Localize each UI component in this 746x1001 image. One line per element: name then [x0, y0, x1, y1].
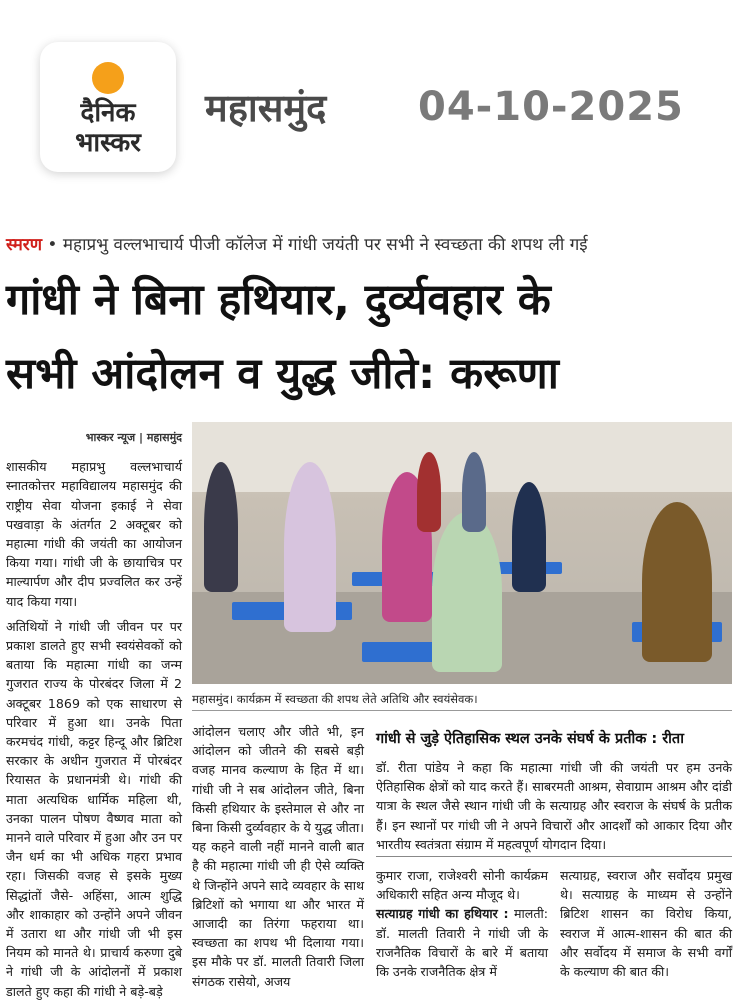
photo-person: [432, 512, 502, 672]
divider: [376, 856, 732, 857]
paragraph-attendees: कुमार राजा, राजेश्वरी सोनी कार्यक्रम अधिकारी सहित अन्य मौजूद थे।: [376, 868, 548, 903]
photo-caption: महासमुंद। कार्यक्रम में स्वच्छता की शपथ लेते अतिथि और स्वयंसेवक।: [192, 690, 732, 711]
photo-person: [204, 462, 238, 592]
kicker-separator: •: [42, 235, 63, 255]
article-column-2: [192, 722, 364, 991]
kicker-label: स्मरण: [6, 235, 43, 255]
subhead-rita: गांधी से जुड़े ऐतिहासिक स्थल उनके संघर्ष के प्रतीक : रीता: [376, 731, 684, 747]
paragraph-birth: अतिथियों ने गांधी जी जीवन पर पर प्रकाश डालते हुए सभी स्वयंसेवकों को बताया कि महात्मा गांधी का जन्म गुजरात राज्य के पोरबंदर जिला में 2 अक्टूबर 1869 को एक साधारण से परिवार में हुआ था। उनके पिता करमचंद गांधी, कट्टर हिन्दू और ब्रिटिश सरकार के अधीन गुजरात में पोरबंदर रियासत के प्रधानमंत्री थे। गांधी की माता अत्यधिक धार्मिक महिला थी, उनका पालन पोषण वैष्णव माता को मानने वाले परिवार में हुआ और उन पर जैन धर्म का भी अधिक गहरा प्रभाव रहा। जिसकी वजह से इसके मुख्य सिद्धांतों जैसे- अहिंसा, आत्म शुद्धि और शाकाहार को उन्होंने अपने जीवन में उतारा था और गांधी जी भी इस नियम को मानते थे। प्राचार्य करुणा दुबे ने गांधी जी के आंदोलनों में प्रकाश डालते हुए कहा की गांधी ने बड़े-बड़े: [6, 618, 182, 999]
article-column-4: [560, 866, 732, 981]
paragraph-movements: आंदोलन चलाए और जीते भी, इन आंदोलन को जीतने की सबसे बड़ी वजह मानव कल्याण के हित में था। गांधी जी ने सब आंदोलन जीते, बिना किसी हथियार के इस्तेमाल से और ना बिना किसी दुर्व्यवहार के ये युद्ध जीता। यह कहने वाली नहीं मानने वाली बात है की महात्मा गांधी जी ही ऐसे व्यक्ति थे जिन्होंने अपने सादे व्यवहार के साथ ब्रिटिशों को भगाया था और भारत में आजादी का तिरंगा फहराया था। स्वच्छता का शपथ भी दिलाया गया। इस मौके पर डॉ. मालती तिवारी जिला संगठक रासेयो, अजय: [192, 724, 364, 989]
paragraph-rita: डॉ. रीता पांडेय ने कहा कि महात्मा गांधी जी की जयंती पर हम उनके ऐतिहासिक क्षेत्रों को याद करते हैं। साबरमती आश्रम, सेवाग्राम आश्रम और दांडी यात्रा के स्थल जैसे स्थान गांधी जी के सत्याग्रह और स्वराज के संघर्ष के प्रतीक हैं। इन स्थानों पर गांधी जी ने अपने विचारों और आदर्शों को आकार दिया और भारतीय स्वतंत्रता संग्राम में महत्वपूर्ण योगदान दिया।: [376, 760, 732, 852]
kicker-text: महाप्रभु वल्लभाचार्य पीजी कॉलेज में गांधी जयंती पर सभी ने स्वच्छता की शपथ ली गई: [62, 235, 588, 255]
news-photo: [192, 422, 732, 684]
logo-text-line1: दैनिक: [80, 98, 136, 128]
edition-date: 04-10-2025: [418, 84, 684, 130]
photo-person: [462, 452, 486, 532]
headline-line-1: गांधी ने बिना हथियार, दुर्व्यवहार के: [6, 275, 551, 325]
subhead-satyagraha: सत्याग्रह गांधी का हथियार :: [376, 906, 509, 922]
headline-line-2: सभी आंदोलन व युद्ध जीते: करूणा: [6, 349, 559, 399]
photo-person: [642, 502, 712, 662]
article-column-3: [376, 866, 548, 981]
byline: भास्कर न्यूज | महासमुंद: [85, 431, 182, 444]
photo-person: [512, 482, 546, 592]
sun-icon: [92, 62, 124, 94]
photo-person: [284, 462, 336, 632]
article-column-1: [6, 428, 182, 1001]
newspaper-logo: [40, 42, 176, 172]
paragraph-swaraj: सत्याग्रह, स्वराज और सर्वोदय प्रमुख थे। सत्याग्रह के माध्यम से उन्होंने ब्रिटिश शासन का विरोध किया, स्वराज में आत्म-शासन की बात की और सर्वोदय में समाज के सभी वर्गों के कल्याण की बात की।: [560, 868, 732, 980]
logo-text-line2: भास्कर: [75, 128, 141, 158]
paragraph-intro: शासकीय महाप्रभु वल्लभाचार्य स्नातकोत्तर महाविद्यालय महासमुंद की राष्ट्रीय सेवा योजना इकाई ने सेवा पखवाड़ा के अंतर्गत 2 अक्टूबर को महात्मा गांधी की जयंती का आयोजन किया गया। गांधी जी के छायाचित्र पर माल्यार्पण और दीप प्रज्वलित कर उन्हें याद किया गया।: [6, 459, 182, 609]
edition-city: महासमुंद: [205, 86, 327, 130]
article-kicker: [6, 232, 588, 258]
photo-person: [417, 452, 441, 532]
paragraph-malti: मालती: डॉ. मालती तिवारी ने गांधी जी के राजनैतिक विचारों के बारे में बताया कि उनके राजनैतिक क्षेत्र में: [376, 906, 548, 980]
